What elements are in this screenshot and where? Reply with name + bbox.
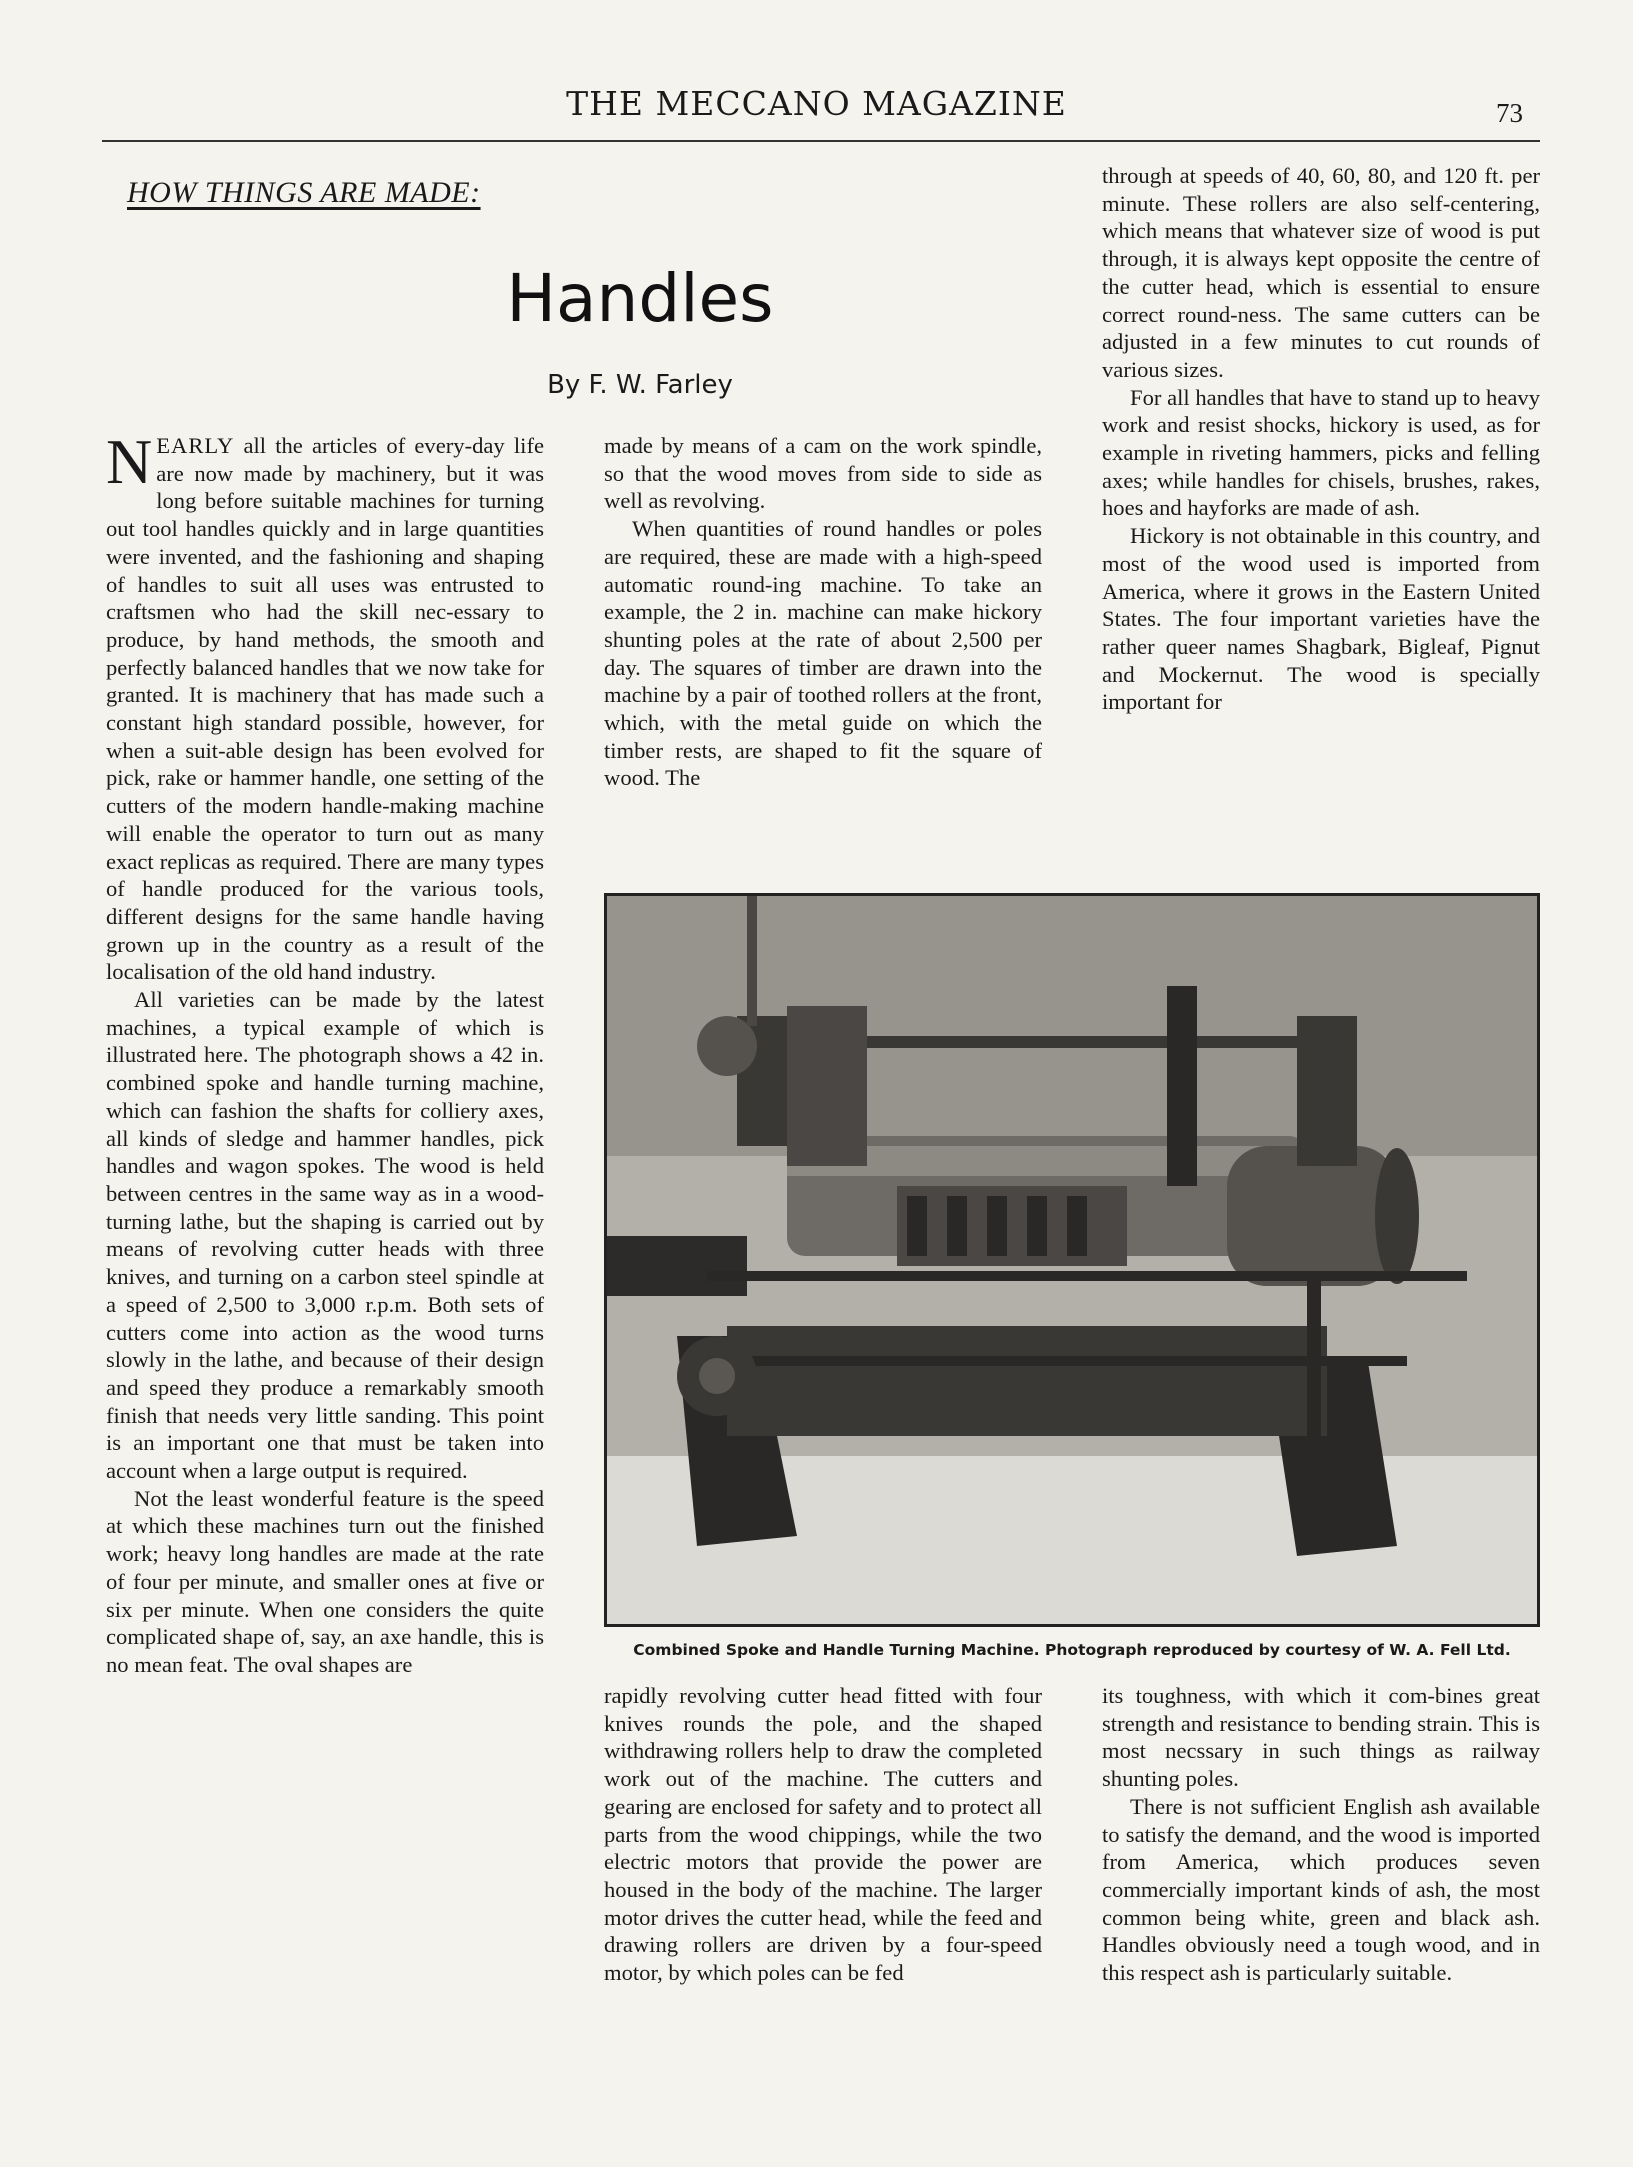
paragraph-text: all the articles of every-day life are now made by machinery, but it was long before suitable machines for turning out tool handles quickly and in large quantities were invented, and the fashioning and shaping of handles to suit all uses was entrusted to craftsmen who had the skill nec-essary to produce, by hand methods, the smooth and perfectly balanced handles that we now take for granted. It is machinery that has made such a constant high standard possible, however, for when a suit-able design has been evolved for pick, rake or hammer handle, one setting of the cutters of the modern handle-making machine will enable the operator to turn out as many exact replicas as required. There are many types of handle produced for the various tools, different designs for the same handle having grown up in the country as a result of the localisation of the old hand industry.	[106, 433, 544, 985]
magazine-title: THE MECCANO MAGAZINE	[566, 84, 1067, 123]
column-3-top	[1102, 162, 1540, 716]
column-1	[106, 426, 544, 1679]
page-number: 73	[1496, 98, 1523, 128]
column-3-bottom	[1102, 1682, 1540, 1987]
paragraph: rapidly revolving cutter head fitted with four knives rounds the pole, and the shaped withdrawing rollers help to draw the completed work out of the machine. The cutters and gearing are enclosed for safety and to protect all parts from the wood chippings, while the two electric motors that provide the power are housed in the body of the machine. The larger motor drives the cutter head, while the feed and drawing rollers are driven by a four-speed motor, by which poles can be fed	[604, 1683, 1042, 1986]
paragraph: its toughness, with which it com-bines great strength and resistance to bending strain. This is most necssary in such things as railway shunting poles.	[1102, 1683, 1540, 1792]
section-label: HOW THINGS ARE MADE:	[127, 176, 481, 209]
paragraph: All varieties can be made by the latest machines, a typical example of which is illustrated here. The photograph shows a 42 in. combined spoke and handle turning machine, which can fashion the shafts for colliery axes, all kinds of sledge and hammer handles, pick handles and wagon spokes. The wood is held between centres in the same way as in a wood-turning lathe, but the shaping is carried out by means of revolving cutter heads with three knives, and turning on a carbon steel spindle at a speed of 2,500 to 3,000 r.p.m. Both sets of cutters come into action as the wood turns slowly in the lathe, and because of their design and speed they produce a remarkably smooth finish that needs very little sanding. This point is an important one that must be taken into account when a large output is required.	[106, 987, 544, 1484]
lead-in: EARLY	[156, 433, 235, 458]
photo-caption: Combined Spoke and Handle Turning Machine. Photograph reproduced by courtesy of W. A. Fell Ltd.	[633, 1641, 1511, 1659]
paragraph: For all handles that have to stand up to heavy work and resist shocks, hickory is used, as for example in riveting hammers, picks and felling axes; while handles for chisels, brushes, rakes, hoes and hayforks are made of ash.	[1102, 384, 1540, 521]
paragraph: There is not sufficient English ash available to satisfy the demand, and the wood is imported from America, which produces seven commercially important kinds of ash, the most common being white, green and black ash. Handles obviously need a tough wood, and in this respect ash is particularly suitable.	[1102, 1793, 1540, 1986]
article-byline: By F. W. Farley	[547, 370, 733, 400]
paragraph: Hickory is not obtainable in this country, and most of the wood used is imported from America, where it grows in the Eastern United States. The four important varieties have the rather queer names Shagbark, Bigleaf, Pignut and Mockernut. The wood is specially important for	[1102, 523, 1540, 715]
column-2-top	[604, 432, 1042, 792]
paragraph: When quantities of round handles or poles are required, these are made with a high-speed automatic round-ing machine. To take an example, the 2 in. machine can make hickory shunting poles at the rate of about 2,500 per day. The squares of timber are drawn into the machine by a pair of toothed rollers at the front, which, with the metal guide on which the timber rests, are shaped to fit the square of wood. The	[604, 516, 1042, 791]
machine-photograph	[604, 893, 1540, 1627]
paragraph: through at speeds of 40, 60, 80, and 120 ft. per minute. These rollers are also self-centering, which means that whatever size of wood is put through, it is always kept opposite the centre of the cutter head, which is essential to ensure correct round-ness. The same cutters can be adjusted in a few minutes to cut rounds of various sizes.	[1102, 163, 1540, 382]
header-rule	[102, 140, 1540, 142]
paragraph: Not the least wonderful feature is the speed at which these machines turn out the finished work; heavy long handles are made at the rate of four per minute, and smaller ones at five or six per minute. When one considers the quite complicated shape of, say, an axe handle, this is no mean feat. The oval shapes are	[106, 1485, 544, 1677]
column-2-bottom	[604, 1682, 1042, 1987]
drop-cap: N	[106, 426, 153, 497]
paragraph	[106, 426, 544, 986]
article-title: Handles	[506, 260, 774, 337]
paragraph: made by means of a cam on the work spindle, so that the wood moves from side to side as well as revolving.	[604, 433, 1042, 514]
